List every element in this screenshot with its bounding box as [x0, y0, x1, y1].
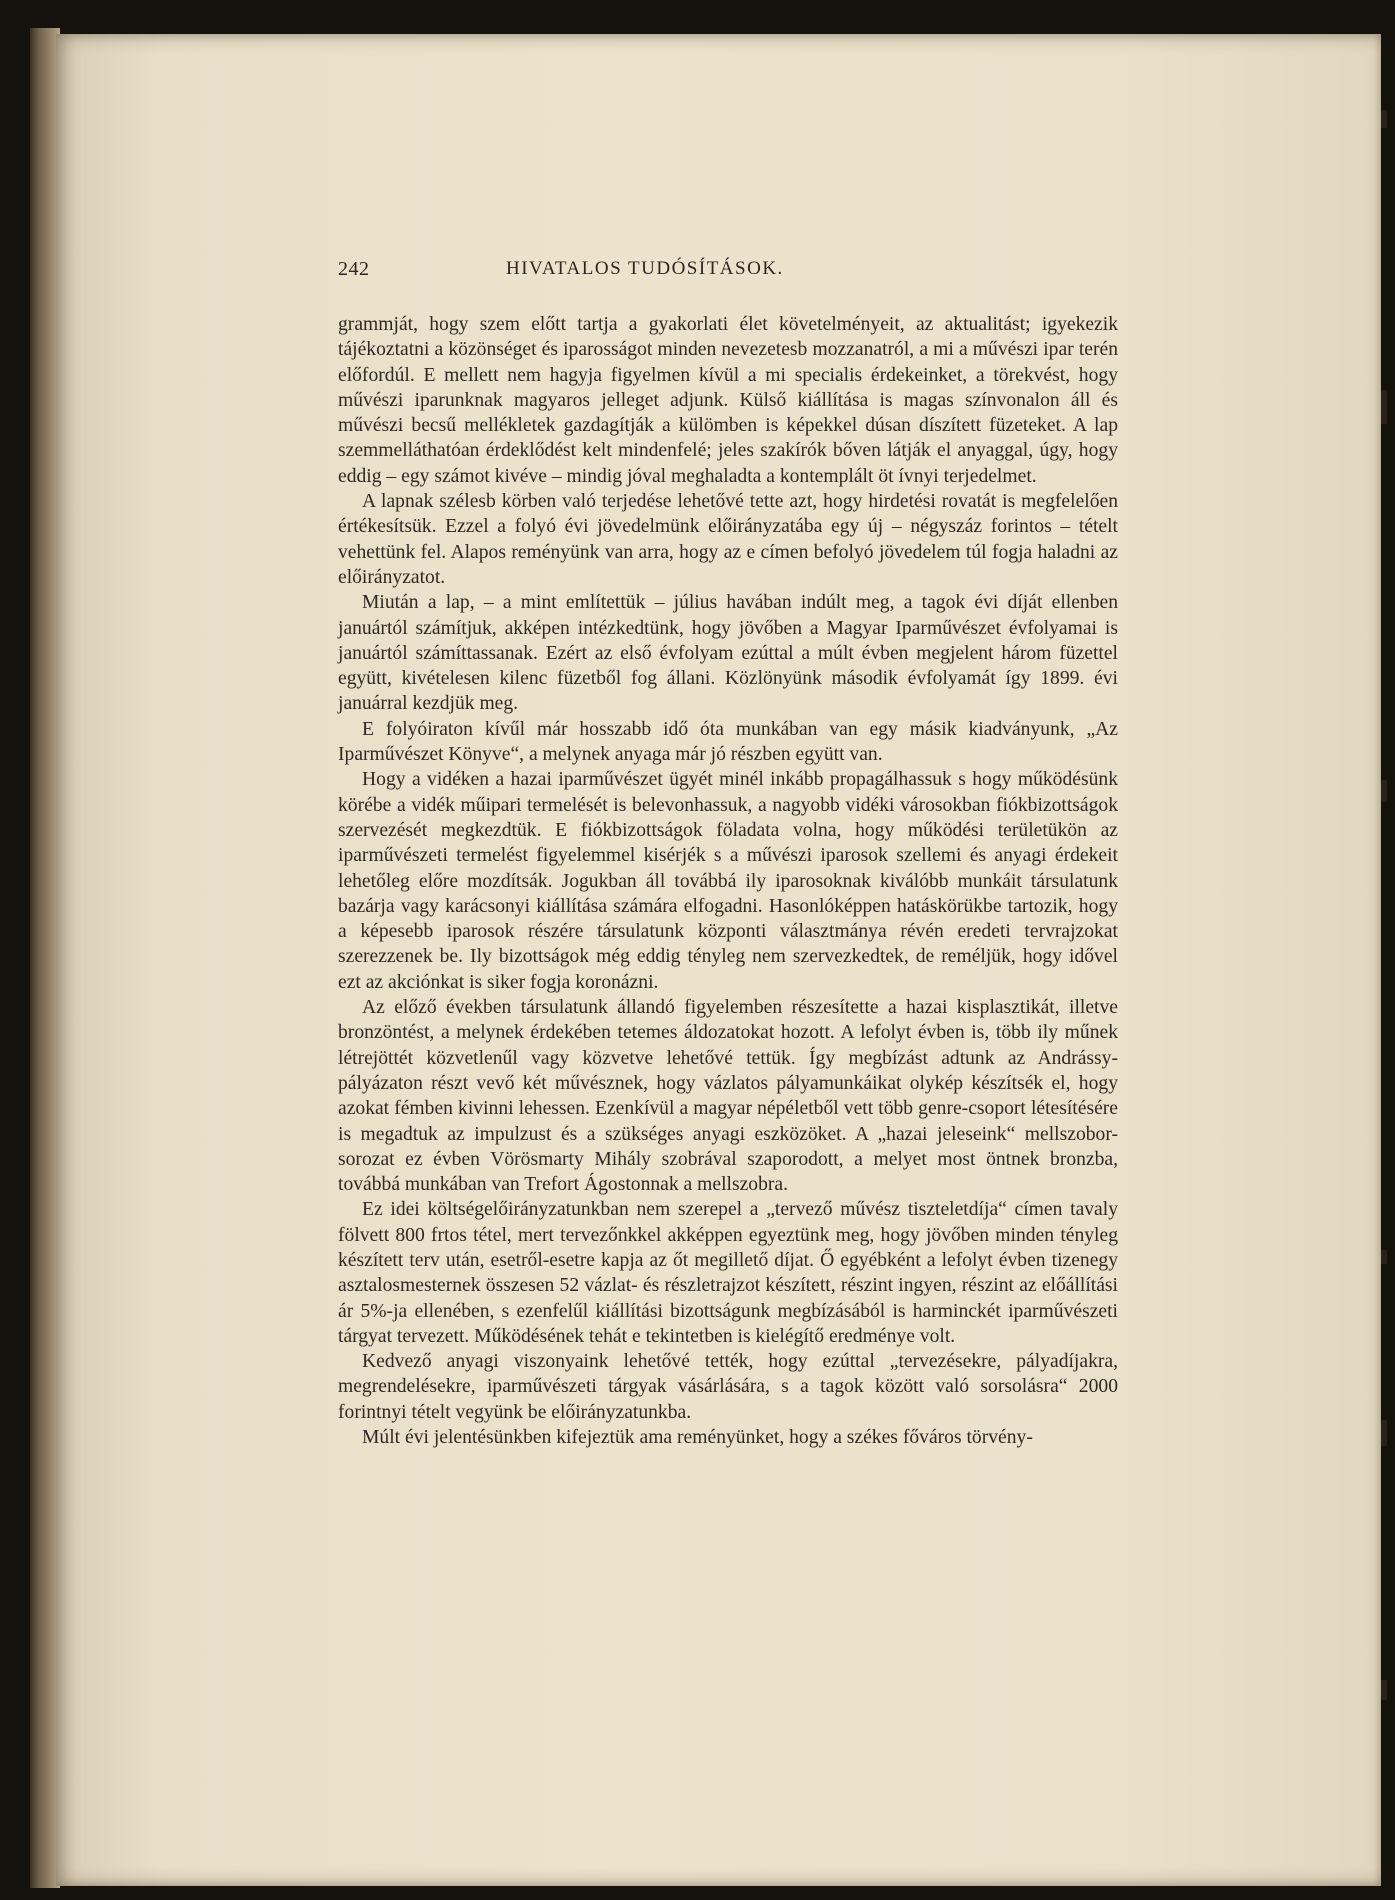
paragraph: grammját, hogy szem előtt tartja a gyakorlati élet követelményeit, az aktualitást; igyekezik tájékoztatni a közönséget és iparosságot minden nevezetesb mozzanatról, a mi a művészi ipar terén előfordúl. E mellett nem hagyja figyelmen kívül a mi specialis érdekeinket, a törekvést, hogy művészi iparunknak magyaros jelleget adjunk. Külső kiállítása is magas színvonalon áll és művészi becsű mellékletek gazdagítják a külömben is képekkel dúsan díszített füzeteket. A lap szemmelláthatóan érdeklődést kelt mindenfelé; jeles szakírók bőven látják el anyaggal, úgy, hogy eddig – egy számot kivéve – mindig jóval meghaladta a kontemplált öt ívnyi terjedelmet.	[338, 314, 1118, 487]
paragraph: Múlt évi jelentésünkben kifejeztük ama reményünket, hogy a székes főváros törvény-	[362, 1427, 1033, 1449]
paragraph: Az előző években társulatunk állandó figyelemben részesítette a hazai kisplasztikát, illetve bronzöntést, a melynek érdekében tetemes áldozatokat hozott. A lefolyt évben is, több ily műnek létrejöttét közvetlenűl vagy közvetve lehetővé tettük. Így megbízást adtunk az Andrássy-pályázaton részt vevő két művésznek, hogy vázlatos pályamunkáikat olykép készítsék el, hogy azokat fémben kivinni lehessen. Ezenkívül a magyar népéletből vett több genre-csoport létesítésére is megadtuk az impulzust és a szükséges anyagi eszközöket. A „hazai jeleseink“ mellszobor-sorozat ez évben Vörösmarty Mihály szobrával szaporodott, a melyet most öntnek bronzba, továbbá munkában van Trefort Ágostonnak a mellszobra.	[338, 997, 1118, 1196]
paragraph: Ez idei költségelőirányzatunkban nem szerepel a „tervező művész tiszteletdíja“ címen tavaly fölvett 800 frtos tétel, mert tervezőnkkel akképpen egyeztünk meg, hogy jövőben minden tényleg készített terv után, esetről-esetre kapja az őt megillető díjat. Ő egyébként a lefolyt évben tizenegy asztalosmesternek összesen 52 vázlat- és részletrajzot készített, részint ingyen, részint az előállítási ár 5%-ja ellenében, s ezenfelűl kiállítási bizottságunk megbízásából is harminckét iparművészeti tárgyat tervezett. Működésének tehát e tekintetben is kielégítő eredménye volt.	[338, 1199, 1118, 1347]
body-text	[338, 312, 1118, 1450]
paragraph: Miután a lap, – a mint említettük – július havában indúlt meg, a tagok évi díját ellenben januártól számítjuk, akképen intézkedtünk, hogy jövőben a Magyar Iparművészet évfolyamai is januártól számíttassanak. Ezért az első évfolyam ezúttal a múlt évben megjelent három füzettel együtt, kivételesen kilenc füzetből fog állani. Közlönyünk második évfolyamát így 1899. évi januárral kezdjük meg.	[338, 592, 1118, 715]
paragraph: Kedvező anyagi viszonyaink lehetővé tették, hogy ezúttal „tervezésekre, pályadíjakra, megrendelésekre, iparművészeti tárgyak vásárlására, s a tagok között való sorsolásra“ 2000 forintnyi tételt vegyünk be előirányzatunkba.	[338, 1351, 1118, 1423]
paragraph: E folyóiraton kívűl már hosszabb idő óta munkában van egy másik kiadványunk, „Az Iparművészet Könyve“, a melynek anyaga már jó részben együtt van.	[338, 718, 1118, 766]
page-number: 242	[338, 258, 370, 280]
page-edge-marks	[1377, 0, 1387, 1900]
paragraph: Hogy a vidéken a hazai iparművészet ügyét minél inkább propagálhassuk s hogy működésünk körébe a vidék műipari termelését is belevonhassuk, a nagyobb vidéki városokban fiókbizottságok szervezését megkezdtük. E fiókbizottságok föladata volna, hogy működési területükön az iparművészeti termelést figyelemmel kisérjék s a művészi iparosok szellemi és anyagi érdekeit lehetőleg előre mozdítsák. Jogukban áll továbbá ily iparosoknak kiválóbb munkáit társulatunk bazárja vagy karácsonyi kiállítása számára elfogadni. Hasonlóképpen hatáskörükbe tartozik, hogy a képesebb iparosok részére társulatunk központi választmánya révén eredeti tervrajzokat szerezzenek be. Ily bizottságok még eddig tényleg nem szervezkedtek, de reméljük, hogy idővel ezt az akciónkat is siker fogja koronázni.	[338, 769, 1118, 993]
paragraph: A lapnak szélesb körben való terjedése lehetővé tette azt, hogy hirdetési rovatát is megfelelően értékesítsük. Ezzel a folyó évi jövedelmünk előirányzatába egy új – négyszáz forintos – tételt vehettünk fel. Alapos reményünk van arra, hogy az e címen befolyó jövedelem túl fogja haladni az előirányzatot.	[338, 491, 1118, 588]
page-header	[338, 258, 1318, 288]
running-title: HIVATALOS TUDÓSÍTÁSOK.	[506, 258, 784, 279]
